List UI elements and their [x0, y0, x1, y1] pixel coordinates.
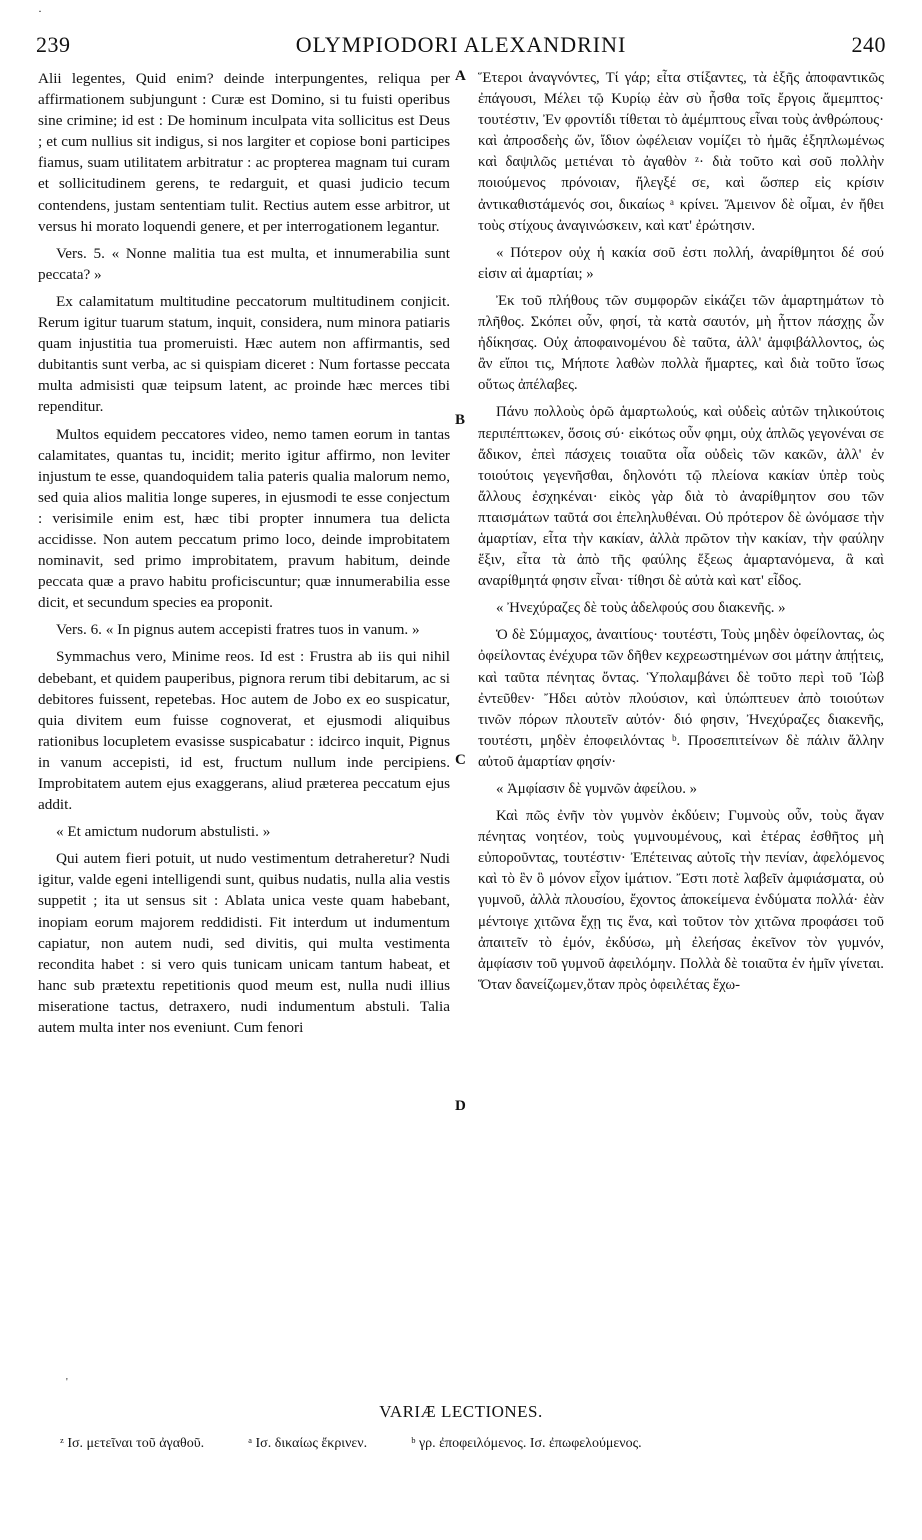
running-title: OLYMPIODORI ALEXANDRINI: [295, 32, 627, 57]
latin-verse-heading: « Et amictum nudorum abstulisti. »: [56, 823, 271, 841]
latin-paragraph: Ex calamitatum multitudine peccatorum multitudinem conjicit. Rerum igitur tuarum statum, inquit, considera, num minora patiaris quam injustitia tua promeruisti. Hæc autem non affirmantis, sed dubitantis sunt verba, ac si quispiam diceret : Num fortasse peccata multa admisisti quæ teipsum latent, ac proinde hæc merces tibi rependitur.: [38, 292, 450, 416]
latin-paragraph: Qui autem fieri potuit, ut nudo vestimentum detraheretur? Nudi igitur, valde egeni intelligendi sunt, quibus nudatis, nulla alia vestis suppetit ; ita ut sensus sit : Ablata unica veste quam habebant, inopiam eorum majorem reddidisti. Fit interdum ut indumentum capiatur, non autem nudi, sed divitis, qui multa vestimenta recondita habet : si vero quis tunicam unicam tantum habeat, et hanc sub prætextu repetitionis quod meum est, nulla nudi illius miseratione tactus, detraxero, nudi indumentum abstuli. Talia autem multa inter nos eveniunt. Cum fenori: [38, 850, 450, 1037]
variant-readings: [60, 1436, 860, 1452]
greek-verse-heading: « Ἠνεχύραζες δὲ τοὺς ἀδελφούς σου διακενῆς. »: [496, 600, 786, 617]
latin-column: [38, 68, 450, 1044]
section-marker-d: D: [455, 1098, 466, 1114]
greek-verse-heading: « Ἀμφίασιν δὲ γυμνῶν ἀφείλου. »: [496, 781, 698, 797]
variant-note: ᶻ Ισ. μετεῖναι τοῦ ἀγαθοῦ.: [60, 1436, 205, 1451]
section-marker-b: B: [455, 412, 466, 428]
page-number-left: 239: [36, 32, 71, 57]
latin-paragraph: Multos equidem peccatores video, nemo tamen eorum in tantas calamitates, quantas tu, incidit; merito igitur affirmo, non leviter injustum te esse, quandoquidem talia pateris qualia malorum nemo, sed quia alios malitia longe superes, in ejusmodi te esse conjectum : verisimile enim est, hæc tibi propter innumera tua delicta accidisse. Non autem peccatum primo loco, deinde improbitatem nominavit, sed primo improbitatem, pravum habitum, deinde peccata quæ a pravo habitu proficiscuntur; quæ innumerabilia esse dicit, et secundum species ea proponit.: [38, 425, 450, 612]
greek-paragraph: Ἐκ τοῦ πλήθους τῶν συμφορῶν εἰκάζει τῶν ἁμαρτημάτων τὸ πλῆθος. Σκόπει οὖν, φησί, τὰ κατὰ σαυτόν, μὴ ἧττον πάσχῃς ὧν ἠδίκησας. Οὐχ ἀποφαινομένου δὲ ταῦτα, ἀλλ' ἀμφιβάλλοντος, ὡς ἂν εἴποι τις, Μήποτε λαθὼν πολλὰ ἥμαρτες, καὶ διὰ τοῦτο ἴσως οὕτως ἀπέλαβες.: [478, 292, 884, 394]
greek-paragraph: Ἕτεροι ἀναγνόντες, Τί γάρ; εἶτα στίξαντες, τὰ ἑξῆς ἀποφαντικῶς ἐπάγουσι, Μέλει τῷ Κυρίῳ ἐὰν σὺ ἦσθα τοῖς ἔργοις ἄμεμπτος· τουτέστιν, Ἐν φροντίδι τίθεται τὸ ἀμέμπτους εἶναι τοὺς ἀνθρώπους· καὶ ἀπροσδεὴς ὤν, ἴδιον ὠφέλειαν νομίζει τὸ ἡμᾶς ἐξηπλωμένως καὶ δαψιλῶς μετιέναι τὸ ἀγαθὸν ᶻ· διὰ τοῦτο καὶ σοῦ πολλὴν ποιούμενος πρόνοιαν, ἤλεγξέ σε, καὶ ὥσπερ εἰς κρίσιν ἀντικαθιστάμενός σοι, δικαίως ᵃ κρίνει. Ἄμεινον δὲ οἶμαι, ἐν ἤθει τοὺς στίχους ἀναγινώσκειν, καὶ κατ' ἐρώτησιν.: [478, 70, 884, 234]
greek-paragraph: Πάνυ πολλοὺς ὁρῶ ἁμαρτωλούς, καὶ οὐδεὶς αὐτῶν τηλικούτοις περιπέπτωκεν, ὅσοις σύ· εἰκότως οὖν φημι, οὐχ ἁπλῶς γεγονέναι σε ἄδικον, ἐπεὶ πάσχεις τοιαῦτα οἷα οὐδεὶς τῶν κακῶν, ἀλλ' ἐν τοιούτοις γεγενῆσθαι, δηλονότι τῷ πλείονα κακίαν ὑπὲρ τοὺς ἄλλους ἐσχηκέναι· εἰκὸς γὰρ διὰ τὸ ἀναρίθμητον σου τῶν πταισμάτων ταῦτά σοι ἐπεληλυθέναι. Οὐ πρότερον δὲ ὠνόμασε τὴν ἁμαρτίαν, εἶτα τὴν κακίαν, ἀλλὰ πρῶτον τὴν κακίαν, τὴν φαύλην ἕξιν, εἶτα τὰ ἀπὸ τῆς φαύλης ἕξεως ἁμαρτανόμενα, ἃ καὶ αναρίθμητά φησιν εἶναι· τίθησι δὲ αὐτὰ καὶ κατ' εἶδος.: [478, 404, 884, 590]
latin-verse-heading: Vers. 6. « In pignus autem accepisti fratres tuos in vanum. »: [56, 621, 420, 639]
variant-note: ᵇ γρ. ἐποφειλόμενος. Ισ. ἐπωφελούμενος.: [411, 1436, 642, 1451]
greek-paragraph: Καὶ πῶς ἐνῆν τὸν γυμνὸν ἐκδύειν; Γυμνοὺς οὖν, τοὺς ἄγαν πένητας νοητέον, τοὺς γυμνουμένους, καὶ ἑτέρας ἐσθῆτος μὴ εὐποροῦντας, τουτέστιν· Ἐπέτεινας αὐτοῖς τὴν πενίαν, ἀφελόμενος καὶ τὸ ἓν ὃ μόνον εἶχον ἱμάτιον. Ἔστι ποτὲ λαβεῖν ἀμφιάσματα, οὐ γυμνοῦ, ἀλλὰ πλουσίου, ἔχοντος ἀποκείμενα ἐνδύματα πολλά· ἐὰν μέντοιγε χιτῶνα ἔχῃ τις ἕνα, καὶ τοῦτον τὸν χιτῶνα προφάσει τοῦ ἀπαιτεῖν τὸ ἐμόν, ἐκδύσω, μὴ ἐλεήσας ἐκεῖνον τὸν γυμνόν, ἀμφίασιν τοῦ γυμνοῦ ἀφειλόμην. Πολλὰ δὲ τοιαῦτα ἐν ἡμῖν γίνεται. Ὅταν δανείζωμεν,ὅταν πρὸς ὀφειλέτας ἔχω-: [478, 808, 884, 993]
page-number-right: 240: [851, 32, 886, 57]
section-marker-c: C: [455, 752, 466, 768]
margin-tick-mark: ·: [38, 4, 42, 18]
margin-tick-mark: ': [66, 1377, 68, 1388]
greek-column: [478, 68, 884, 1002]
latin-paragraph: Symmachus vero, Minime reos. Id est : Frustra ab iis qui nihil debebant, et quidem pauperibus, pignora rerum tibi debitarum, ac si debitores fuissent, repetebas. Hoc autem de Jobo ex eo suspicatur, quia divitem eum fuisse cognoverat, et ejusmodi aliquibus rationibus locupletem evasisse suspicabatur : idcirco inquit, Pignus in vanum accepisti, id est, fructum nullum inde percipiens. Improbitatem autem ejus exaggerans, aliud præterea peccatum ejus addit.: [38, 648, 450, 814]
variant-note: ᵃ Ισ. δικαίως ἔκρινεν.: [248, 1436, 368, 1451]
greek-paragraph: Ὁ δὲ Σύμμαχος, ἀναιτίους· τουτέστι, Τοὺς μηδὲν ὀφείλοντας, ὡς ὀφείλοντας ἐνέχυρα τῶν δῆθεν κεχρεωστημένων σοι μάτην ἀπῄτεις, καὶ ταῦτα πένητας ὄντας. Ὑπολαμβάνει δὲ τοῦτο περὶ τοῦ Ἰὼβ ἐντεῦθεν· Ἤδει αὐτὸν πλούσιον, καὶ ὑπώπτευεν ἀπὸ τοιούτων τινῶν πόρων πλουτεῖν αὐτόν· διό φησιν, Ἠνεχύραζες διακενῆς, τουτέστι, μηδὲν ἐποφειλόντας ᵇ. Προσεπιτείνων δὲ πάλιν ἄλλην αὐτοῦ ἁμαρτίαν φησίν·: [478, 627, 884, 770]
variae-lectiones-heading: VARIÆ LECTIONES.: [379, 1402, 543, 1421]
latin-verse-heading: Vers. 5. « Nonne malitia tua est multa, et innumerabilia sunt peccata? »: [38, 244, 450, 283]
section-marker-a: A: [455, 68, 466, 84]
latin-paragraph: Alii legentes, Quid enim? deinde interpungentes, reliqua per affirmationem subjungunt : Curæ est Domino, si tu fuisti operibus sine crimine; id est : De hominum inculpata vita sollicitus est Deus ; et cum nullius sit indigus, si nos largiter et copiose boni participes fiamus, suam utilitatem arbitratur : ac propterea magnam tui curam et sollicitudinem gerens, te redarguit, et quasi judicio tecum contendens, justam sententiam tulit. Rectius autem esse arbitror, ut versus hi morato loquendi genere, et per interrogationem legantur.: [38, 70, 450, 235]
running-header: [36, 32, 886, 60]
greek-verse-heading: « Πότερον οὐχ ἡ κακία σοῦ ἐστι πολλή, ἀναρίθμητοι δέ σού εἰσιν αἱ ἁμαρτίαι; »: [478, 244, 884, 282]
